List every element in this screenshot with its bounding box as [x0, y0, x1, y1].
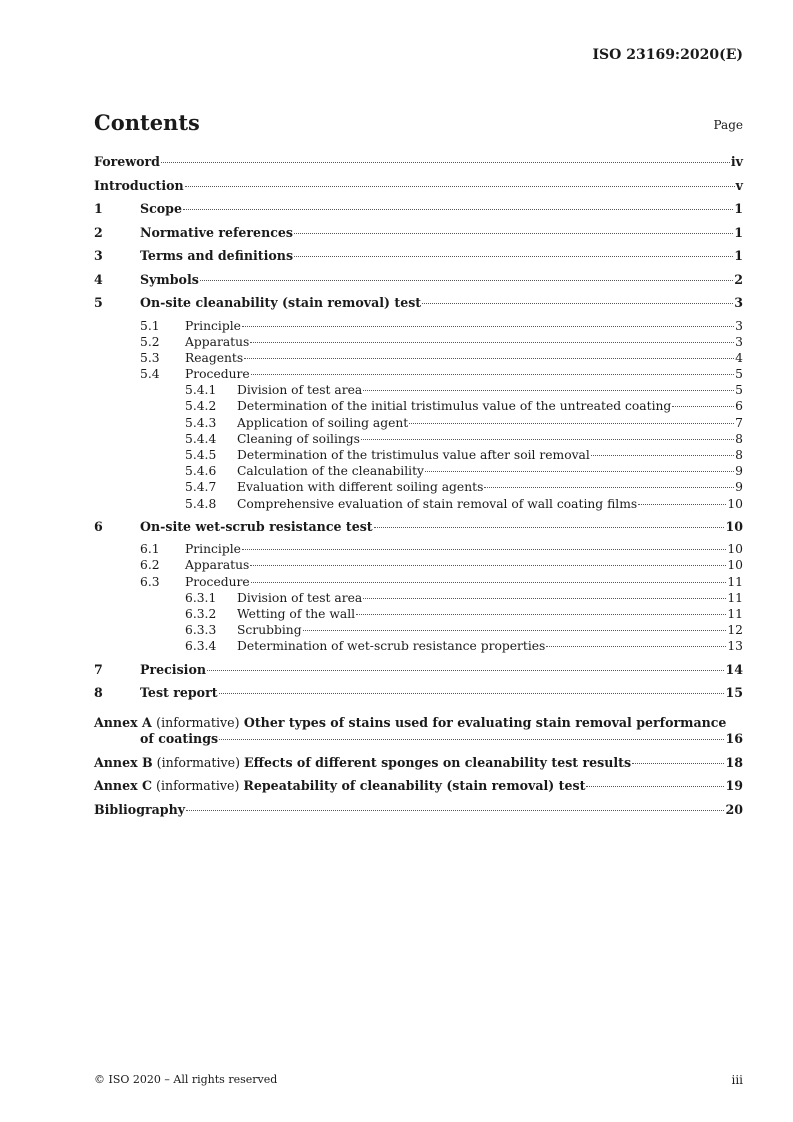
toc-entry-title: Symbols	[140, 271, 199, 287]
leader-dots	[409, 423, 734, 424]
leader-dots	[363, 390, 734, 391]
leader-dots	[672, 406, 734, 407]
toc-entry-number: 3	[94, 248, 103, 263]
leader-dots	[356, 614, 726, 615]
toc-entry[interactable]	[94, 367, 743, 383]
leader-dots	[303, 630, 727, 631]
toc-entry-title: Procedure	[185, 367, 250, 382]
toc-entry-number: 5.1	[140, 318, 160, 333]
toc-entry-number: 6.3	[140, 574, 160, 589]
toc-entry-number: 7	[94, 661, 103, 677]
toc-entry-number: 2	[94, 224, 103, 240]
toc-entry[interactable]	[94, 416, 743, 432]
toc-entry[interactable]	[94, 383, 743, 399]
annex-b-label: Annex B	[94, 754, 153, 770]
toc-entry-number: 6.3.1	[185, 590, 217, 605]
toc-entry-page: 11	[727, 590, 743, 605]
toc-entry-title: Cleaning of soilings	[237, 431, 360, 446]
toc-entry[interactable]	[94, 178, 743, 202]
toc-entry-title: Principle	[185, 542, 241, 557]
toc-entry[interactable]	[94, 639, 743, 655]
copyright-notice: © ISO 2020 – All rights reserved	[94, 1073, 278, 1086]
leader-dots	[219, 693, 725, 694]
toc-entry[interactable]	[94, 154, 743, 178]
toc-entry-number: 4	[94, 271, 103, 287]
toc-entry-number: 6.3.3	[185, 623, 217, 638]
toc-entry[interactable]	[94, 225, 743, 249]
toc-entry-number: 6.1	[140, 542, 160, 557]
toc-entry[interactable]	[94, 335, 743, 351]
leader-dots	[161, 162, 730, 163]
toc-entry-page: 6	[735, 399, 743, 414]
toc-entry-title: Application of soiling agent	[237, 415, 409, 430]
table-of-contents	[94, 154, 743, 825]
toc-entry-number: 5.4.7	[185, 480, 217, 495]
toc-entry-page: 10	[727, 496, 743, 511]
annex-c-label: Annex C	[94, 778, 153, 794]
annex-c-type: (informative)	[156, 778, 240, 794]
toc-entry-number: 5.4	[140, 367, 160, 382]
toc-entry-title: Procedure	[185, 574, 250, 589]
toc-entry-page: 1	[734, 248, 743, 263]
toc-entry-number: 5.4.6	[185, 464, 217, 479]
document-id: ISO 23169:2020(E)	[592, 47, 743, 63]
toc-entry-title: Division of test area	[237, 383, 363, 398]
toc-entry[interactable]	[94, 685, 743, 709]
toc-entry[interactable]	[94, 432, 743, 448]
toc-entry[interactable]	[94, 295, 743, 319]
page-number: iii	[731, 1073, 743, 1087]
annex-c-page: 19	[725, 778, 743, 794]
toc-entry-page: 1	[734, 224, 743, 240]
toc-entry-page: 14	[725, 661, 743, 677]
toc-entry-number: 6	[94, 518, 103, 534]
toc-entry-title: Principle	[185, 318, 241, 333]
toc-entry-number: 5.2	[140, 334, 160, 349]
leader-dots	[242, 326, 734, 327]
toc-entry-title: Determination of wet-scrub resistance properties	[237, 639, 546, 654]
toc-entry-number: 5.4.3	[185, 415, 217, 430]
toc-entry-page: v	[735, 177, 743, 193]
toc-entries	[94, 154, 743, 715]
toc-entry-title: Precision	[140, 661, 207, 677]
toc-entry[interactable]	[94, 272, 743, 296]
annex-a-type: (informative)	[156, 714, 240, 730]
leader-dots	[219, 739, 724, 740]
page-column-label: Page	[713, 118, 743, 132]
toc-entry-number: 8	[94, 685, 103, 701]
leader-dots	[200, 280, 733, 281]
leader-dots	[374, 527, 725, 528]
leader-dots	[425, 471, 734, 472]
leader-dots	[251, 374, 735, 375]
toc-entry-page: 3	[735, 318, 743, 333]
toc-entry-page: 13	[727, 639, 743, 654]
leader-dots	[586, 786, 724, 787]
annex-a-page: 16	[725, 730, 743, 746]
toc-entry[interactable]	[94, 542, 743, 558]
toc-entry[interactable]	[94, 399, 743, 415]
toc-entry[interactable]	[94, 662, 743, 686]
toc-entry-number: 5.4.5	[185, 448, 217, 462]
leader-dots	[591, 455, 734, 456]
toc-entry-page: 12	[727, 623, 743, 638]
toc-entry-number: 5.4.4	[185, 431, 217, 446]
bibliography-title: Bibliography	[94, 801, 186, 817]
leader-dots	[294, 233, 733, 234]
toc-entry[interactable]	[94, 201, 743, 225]
toc-entry-title: Test report	[140, 685, 218, 701]
toc-entry-title: On-site cleanability (stain removal) test	[140, 295, 422, 310]
toc-entry[interactable]	[94, 248, 743, 272]
toc-entry-title: Introduction	[94, 177, 184, 193]
leader-dots	[250, 342, 734, 343]
leader-dots	[361, 439, 734, 440]
toc-annex-a[interactable]	[94, 715, 743, 755]
leader-dots	[422, 303, 733, 304]
toc-entry-title: Scrubbing	[237, 623, 302, 638]
toc-entry[interactable]	[94, 351, 743, 367]
leader-dots	[250, 565, 726, 566]
leader-dots	[183, 209, 733, 210]
toc-entry-number: 5	[94, 295, 103, 310]
toc-entry-page: 5	[735, 383, 743, 398]
toc-entry-title: Terms and definitions	[140, 248, 294, 263]
annex-a-title-line2: of coatings	[140, 730, 219, 746]
annex-b-title: Effects of different sponges on cleanability test results	[244, 754, 632, 770]
leader-dots	[186, 810, 724, 811]
toc-entry-title: Wetting of the wall	[237, 607, 356, 621]
toc-entry[interactable]	[94, 480, 743, 496]
toc-annex-b[interactable]	[94, 755, 743, 779]
toc-entry-page: 9	[735, 480, 743, 495]
leader-dots	[251, 582, 727, 583]
annex-b-type: (informative)	[156, 754, 240, 770]
toc-entry-number: 1	[94, 201, 103, 216]
toc-entry[interactable]	[94, 519, 743, 543]
toc-annex-c[interactable]	[94, 778, 743, 802]
toc-entry-number: 6.3.2	[185, 607, 217, 621]
leader-dots	[207, 670, 724, 671]
toc-entry-page: 2	[734, 271, 743, 287]
leader-dots	[294, 256, 733, 257]
toc-entry-number: 5.4.8	[185, 496, 217, 511]
toc-entry-page: 9	[735, 464, 743, 479]
toc-entry-page: 3	[734, 295, 743, 310]
leader-dots	[632, 763, 724, 764]
toc-entry[interactable]	[94, 319, 743, 335]
toc-entry-page: 10	[727, 558, 743, 573]
toc-entry-page: iv	[730, 154, 743, 169]
toc-entry-title: Calculation of the cleanability	[237, 464, 424, 479]
bibliography-page: 20	[725, 801, 743, 817]
toc-entry-page: 8	[735, 448, 743, 462]
toc-entry-title: Foreword	[94, 154, 160, 169]
toc-entry-number: 6.2	[140, 558, 160, 573]
toc-entry-page: 8	[735, 431, 743, 446]
toc-entry-page: 10	[725, 518, 743, 534]
toc-entry[interactable]	[94, 497, 743, 513]
toc-entry-page: 15	[725, 685, 743, 701]
toc-entry-page: 4	[735, 350, 743, 365]
toc-entry[interactable]	[94, 575, 743, 591]
toc-entry-page: 5	[735, 367, 743, 382]
toc-entry-title: Determination of the tristimulus value after soil removal	[237, 448, 590, 462]
toc-entry-page: 11	[727, 574, 743, 589]
leader-dots	[242, 549, 726, 550]
annex-b-page: 18	[725, 754, 743, 770]
toc-entry-title: Comprehensive evaluation of stain removal of wall coating films	[237, 496, 638, 511]
toc-entry-title: Scope	[140, 201, 182, 216]
toc-entry[interactable]	[94, 464, 743, 480]
toc-entry-title: Division of test area	[237, 590, 363, 605]
leader-dots	[546, 646, 726, 647]
toc-entry-title: Normative references	[140, 224, 294, 240]
contents-heading: Contents	[94, 110, 200, 135]
toc-entry[interactable]	[94, 448, 743, 464]
toc-entry-title: Apparatus	[185, 558, 250, 573]
toc-entry-title: Evaluation with different soiling agents	[237, 480, 484, 495]
annex-c-title: Repeatability of cleanability (stain removal) test	[243, 778, 586, 794]
toc-entry-title: Apparatus	[185, 334, 250, 349]
annex-a-title-line1: Other types of stains used for evaluating stain removal performance	[243, 714, 727, 730]
toc-entry-page: 3	[735, 334, 743, 349]
leader-dots	[638, 504, 726, 505]
leader-dots	[484, 487, 734, 488]
leader-dots	[363, 598, 726, 599]
leader-dots	[185, 186, 735, 187]
toc-entry-title: Reagents	[185, 350, 244, 365]
toc-entry[interactable]	[94, 607, 743, 623]
toc-entry[interactable]	[94, 591, 743, 607]
toc-entry-page: 1	[734, 201, 743, 216]
toc-entry-title: Determination of the initial tristimulus value of the untreated coating	[237, 399, 672, 414]
toc-bibliography[interactable]	[94, 802, 743, 826]
toc-entry-page: 11	[727, 607, 743, 621]
annex-a-label: Annex A	[94, 714, 152, 730]
toc-entry-number: 5.4.1	[185, 383, 217, 398]
leader-dots	[244, 358, 734, 359]
toc-entry[interactable]	[94, 623, 743, 639]
toc-entry-number: 5.3	[140, 350, 160, 365]
toc-entry-number: 5.4.2	[185, 399, 217, 414]
toc-entry-page: 7	[735, 415, 743, 430]
toc-entry-number: 6.3.4	[185, 639, 217, 654]
toc-entry[interactable]	[94, 558, 743, 574]
toc-entry-page: 10	[727, 542, 743, 557]
toc-entry-title: On-site wet-scrub resistance test	[140, 518, 373, 534]
